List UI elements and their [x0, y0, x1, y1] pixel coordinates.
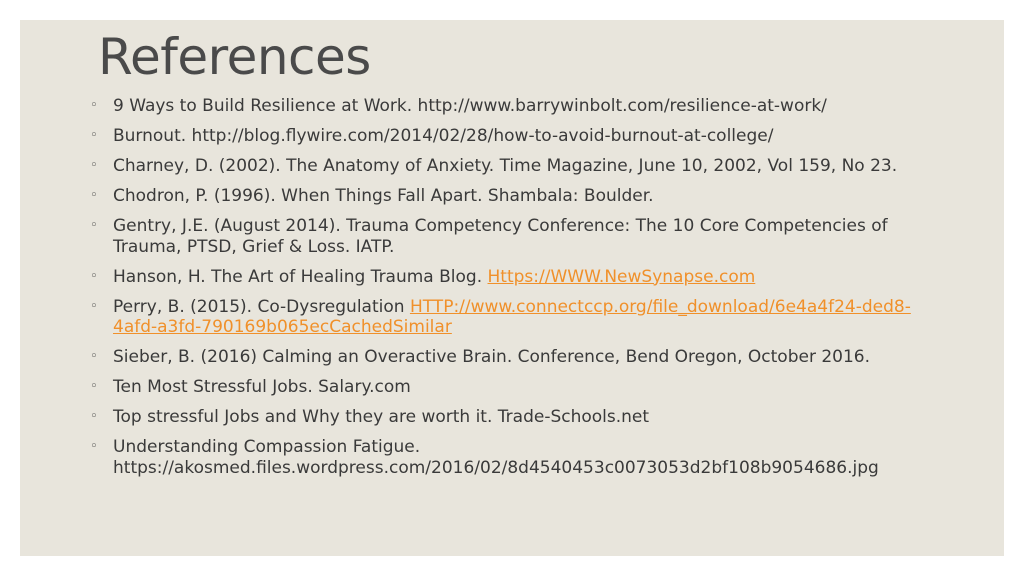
reference-link-connectccp[interactable]: HTTP://www.connectccp.org/file_download/6e4a4f24-ded8-4afd-a3fd-790169b065ecCachedSimilar [113, 296, 911, 337]
reference-text: Gentry, J.E. (August 2014). Trauma Competency Conference: The 10 Core Competencies of Trauma, PTSD, Grief & Loss. IATP. [113, 216, 888, 257]
reference-item [88, 297, 933, 338]
reference-item [88, 216, 933, 257]
reference-item [88, 437, 933, 478]
reference-text: Sieber, B. (2016) Calming an Overactive Brain. Conference, Bend Oregon, October 2016. [113, 347, 870, 367]
reference-text: Hanson, H. The Art of Healing Trauma Blog. [113, 266, 488, 287]
reference-link-newsynapse[interactable]: Https://WWW.NewSynapse.com [487, 266, 756, 287]
bullet-icon: ◦ [90, 128, 98, 143]
reference-list [88, 96, 933, 488]
reference-text: Top stressful Jobs and Why they are worth it. Trade-Schools.net [113, 407, 650, 427]
reference-item [88, 126, 933, 147]
bullet-icon: ◦ [90, 268, 98, 284]
bullet-icon: ◦ [90, 98, 98, 113]
bullet-icon: ◦ [90, 218, 98, 233]
reference-item [88, 347, 933, 368]
bullet-icon: ◦ [90, 409, 98, 424]
slide [20, 20, 1004, 556]
reference-item [88, 267, 933, 288]
reference-text: Charney, D. (2002). The Anatomy of Anxiety. Time Magazine, June 10, 2002, Vol 159, No 23. [113, 156, 898, 176]
reference-text: Ten Most Stressful Jobs. Salary.com [113, 377, 411, 397]
bullet-icon: ◦ [90, 379, 98, 394]
reference-item [88, 407, 933, 428]
reference-text: 9 Ways to Build Resilience at Work. http://www.barrywinbolt.com/resilience-at-work/ [113, 96, 827, 116]
bullet-icon: ◦ [90, 439, 98, 454]
bullet-icon: ◦ [90, 188, 98, 203]
reference-text: Chodron, P. (1996). When Things Fall Apart. Shambala: Boulder. [113, 186, 654, 206]
slide-title: References [98, 28, 371, 86]
reference-item [88, 156, 933, 177]
reference-text: Understanding Compassion Fatigue. https://akosmed.files.wordpress.com/2016/02/8d4540453c0073053d2bf108b9054686.jpg [113, 437, 879, 478]
reference-text: Perry, B. (2015). Co-Dysregulation [113, 296, 410, 317]
reference-text: Burnout. http://blog.flywire.com/2014/02/28/how-to-avoid-burnout-at-college/ [113, 126, 774, 146]
reference-item [88, 377, 933, 398]
reference-item [88, 96, 933, 117]
bullet-icon: ◦ [90, 298, 98, 314]
bullet-icon: ◦ [90, 158, 98, 173]
reference-item [88, 186, 933, 207]
bullet-icon: ◦ [90, 349, 98, 364]
